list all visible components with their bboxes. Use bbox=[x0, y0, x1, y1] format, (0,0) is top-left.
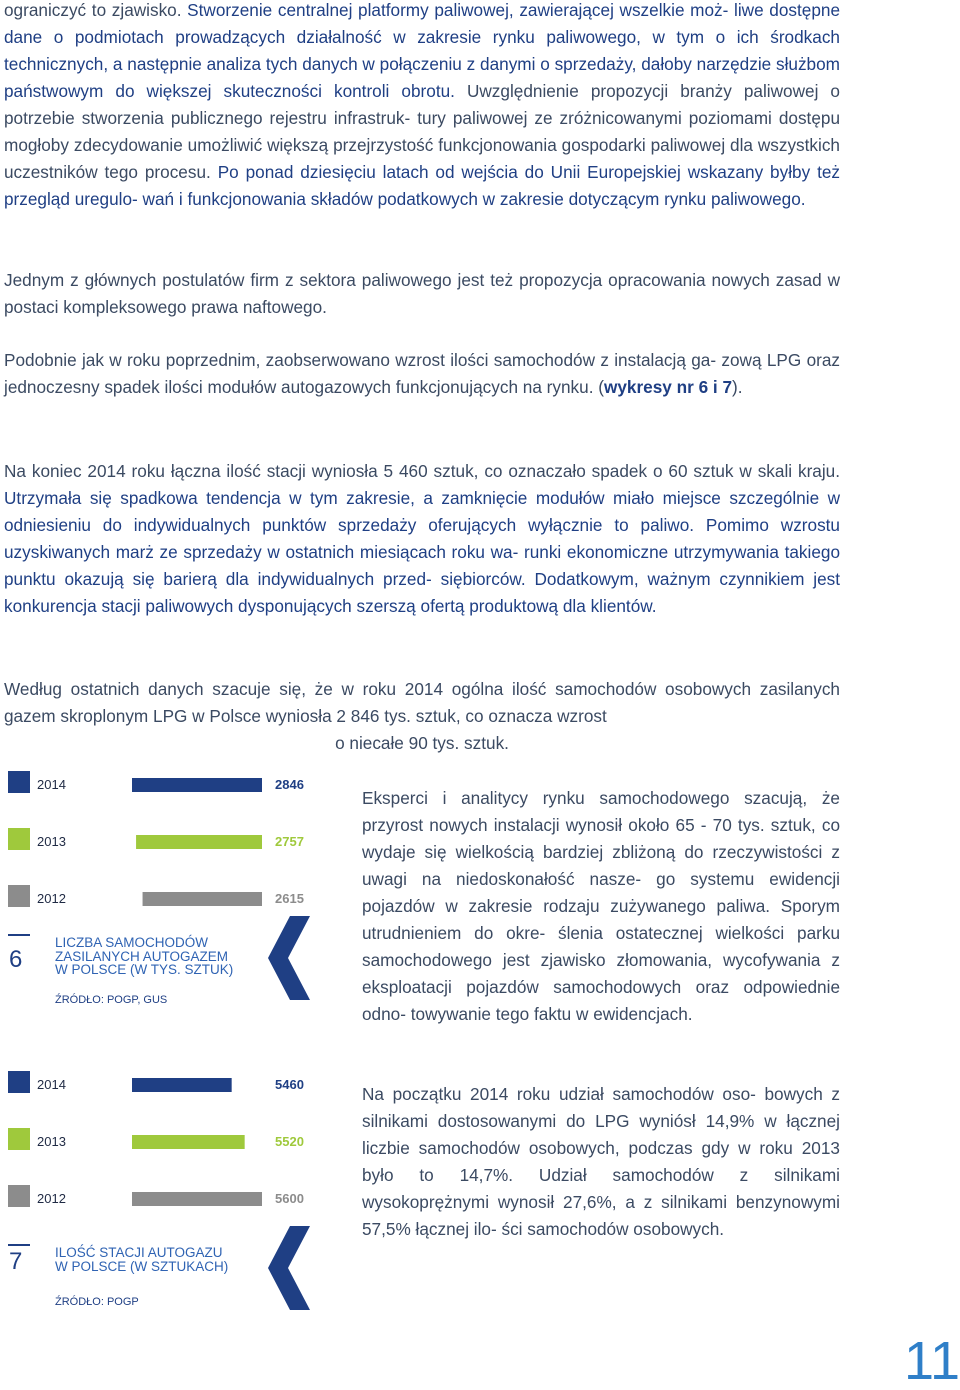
paragraph-5 bbox=[4, 676, 840, 757]
bar bbox=[143, 892, 262, 906]
year-label: 2013 bbox=[37, 1134, 66, 1149]
paragraph-4 bbox=[4, 458, 840, 620]
chart-7-title-line: W POLSCE (W SZTUKACH) bbox=[55, 1258, 229, 1274]
year-label: 2013 bbox=[37, 834, 66, 849]
year-label: 2014 bbox=[37, 1077, 66, 1092]
chart-7 bbox=[0, 1068, 350, 1318]
p1-line-1-blue: Stworzenie centralnej platformy paliwowej, zawierającej wszelkie moż- bbox=[181, 0, 729, 20]
year-label: 2012 bbox=[37, 1191, 66, 1206]
paragraph-1 bbox=[4, 0, 840, 213]
chart-6-title bbox=[55, 936, 233, 977]
bar bbox=[132, 1135, 245, 1149]
chart-6-title-line: ZASILANYCH AUTOGAZEM bbox=[55, 948, 229, 964]
year-label: 2014 bbox=[37, 777, 66, 792]
side-text-2: Na początku 2014 roku udział samochodów oso- bowych z silnikami dostosowanymi do LPG wyniósł 14,9% w łącznej liczbie samochodów osobowych, podczas gdy w roku 2013 było to 14,7%. Udział samochodów z silnikami wysokoprężnymi wynosił 27,6%, a z silnikami benzynowymi 57,5% łącznej ilo- ści samochodów osobowych. bbox=[362, 1084, 840, 1239]
p3-bold-ref: wykresy nr 6 i 7 bbox=[604, 377, 733, 397]
value-label: 5520 bbox=[275, 1134, 304, 1149]
chart-6-source: ŹRÓDŁO: POGP, GUS bbox=[55, 994, 168, 1006]
value-label: 2615 bbox=[275, 891, 304, 906]
chart-7-title bbox=[55, 1246, 228, 1273]
accent-line bbox=[8, 934, 30, 936]
p1-dark-sentence: Uwzględnienie propozycji branży paliwowej o potrzebie stworzenia publicznego rejestru infrastruk- tury paliwowej ze zróżnicowanymi poziomami dostępu mogłoby zdecydowanie umożliwić większą przejrzystość funkcjonowania gospodarki paliwowej dla wszystkich uczestników tego procesu. bbox=[4, 81, 840, 182]
side-paragraph-2 bbox=[362, 1081, 840, 1243]
chart-7-number: 7 bbox=[9, 1248, 23, 1275]
p1-line-1-dark: ograniczyć to zjawisko. bbox=[4, 0, 182, 20]
chart-7-svg bbox=[0, 1068, 350, 1318]
p3-text: Podobnie jak w roku poprzednim, zaobserwowano wzrost ilości samochodów z instalacją ga- zową LPG oraz jednoczesny spadek ilości modułów autogazowych funkcjonujących na rynku. bbox=[4, 350, 840, 397]
p5-text-b: o niecałe 90 tys. sztuk. bbox=[335, 733, 509, 753]
chart-7-title-line: ILOŚĆ STACJI AUTOGAZU bbox=[55, 1245, 223, 1260]
p4-dark: Na koniec 2014 roku łączna ilość stacji wyniosła 5 460 sztuk, co oznaczało spadek o 60 sztuk w skali kraju. bbox=[4, 461, 840, 481]
year-swatch bbox=[8, 1071, 30, 1093]
paragraph-2 bbox=[4, 267, 840, 321]
page-number: 11 bbox=[903, 1331, 960, 1390]
chevron-arrow-icon bbox=[268, 1226, 310, 1310]
value-label: 2757 bbox=[275, 834, 304, 849]
bar bbox=[132, 1078, 232, 1092]
p2-text: Jednym z głównych postulatów firm z sektora paliwowego jest też propozycja opracowania nowych zasad w postaci kompleksowego prawa naftowego. bbox=[4, 270, 840, 317]
p4-blue2: Dodatkowym, ważnym czynnikiem jest konkurencja stacji paliwowych dysponujących szerszą ofertą produktową dla klientów. bbox=[4, 569, 841, 616]
accent-line bbox=[8, 1244, 30, 1246]
p3-close: ). bbox=[732, 377, 743, 397]
chart-6-title-line: W POLSCE (W TYS. SZTUK) bbox=[55, 962, 234, 977]
chart-6-svg bbox=[0, 768, 350, 1018]
p1-blue-sentence: Po ponad dziesięciu latach od wejścia do Unii Europejskiej wskazany byłby też przegląd uregulo- wań i funkcjonowania składów podatkowych w zakresie dotyczącym rynku paliwowego. bbox=[4, 162, 840, 209]
year-swatch bbox=[8, 1128, 30, 1150]
value-label: 5460 bbox=[275, 1077, 304, 1092]
side-text-1: Eksperci i analitycy rynku samochodowego szacują, że przyrost nowych instalacji wynosił około 65 - 70 tys. sztuk, co wydaje się wielkością bardziej zbliżoną do rzeczywistości z uwagi na niedoskonałość nasze- go systemu ewidencji pojazdów w zakresie rodzaju zużywanego paliwa. Sporym utrudnieniem do okre- ślenia ostatecznej wielkości parku samochodowego jest zjawisko złomowania, wycofywania z eksploatacji pojazdów samochodowych oraz odpowiednie odno- towywanie tego faktu w ewidencjach. bbox=[362, 788, 840, 1024]
p1-line-2: liwe dostępne dane o podmiotach prowadzących działalność w zakresie rynku paliwowego, bbox=[4, 0, 841, 47]
p1-line-3: w tym o ich środkach technicznych, a następnie analiza tych danych w połączeniu z danymi bbox=[4, 27, 840, 74]
bar bbox=[132, 1192, 262, 1206]
chart-7-source: ŹRÓDŁO: POGP bbox=[55, 1296, 139, 1308]
value-label: 2846 bbox=[275, 777, 304, 792]
year-swatch bbox=[8, 771, 30, 793]
p5-text-b-wrap bbox=[4, 730, 840, 757]
year-label: 2012 bbox=[37, 891, 66, 906]
p5-text-a: Według ostatnich danych szacuje się, że w roku 2014 ogólna ilość samochodów osobowych zasilanych gazem skroplonym LPG w Polsce wyniosła 2 846 tys. sztuk, co oznacza wzrost bbox=[4, 679, 840, 726]
p1-line-4: o sprzedaży, dałoby narzędzie służbom państwowym do większej skuteczności kontroli obrotu. bbox=[4, 54, 840, 101]
value-label: 5600 bbox=[275, 1191, 304, 1206]
chevron-arrow-icon bbox=[268, 916, 310, 1000]
paragraph-3 bbox=[4, 347, 840, 401]
chart-6-title-line: LICZBA SAMOCHODÓW bbox=[55, 935, 209, 950]
chart-6 bbox=[0, 768, 350, 1018]
p3-open: ( bbox=[598, 377, 604, 397]
side-paragraph-1 bbox=[362, 785, 840, 1028]
year-swatch bbox=[8, 885, 30, 907]
p4-dark2: Pomimo wzrostu uzyskiwanych marż ze sprzedaży w ostatnich miesiącach roku wa- runki ekonomiczne utrzymywania takiego punktu okazują się barierą dla indywidualnych przed- siębiorców. bbox=[4, 515, 840, 589]
chart-6-number: 6 bbox=[9, 946, 23, 973]
bar bbox=[132, 778, 262, 792]
bar bbox=[136, 835, 262, 849]
p4-blue: Utrzymała się spadkowa tendencja w tym zakresie, a zamknięcie modułów miało miejsce szczególnie w odniesieniu do indywidualnych punktów sprzedaży oferujących wyłącznie to paliwo. bbox=[4, 488, 840, 535]
year-swatch bbox=[8, 828, 30, 850]
year-swatch bbox=[8, 1185, 30, 1207]
